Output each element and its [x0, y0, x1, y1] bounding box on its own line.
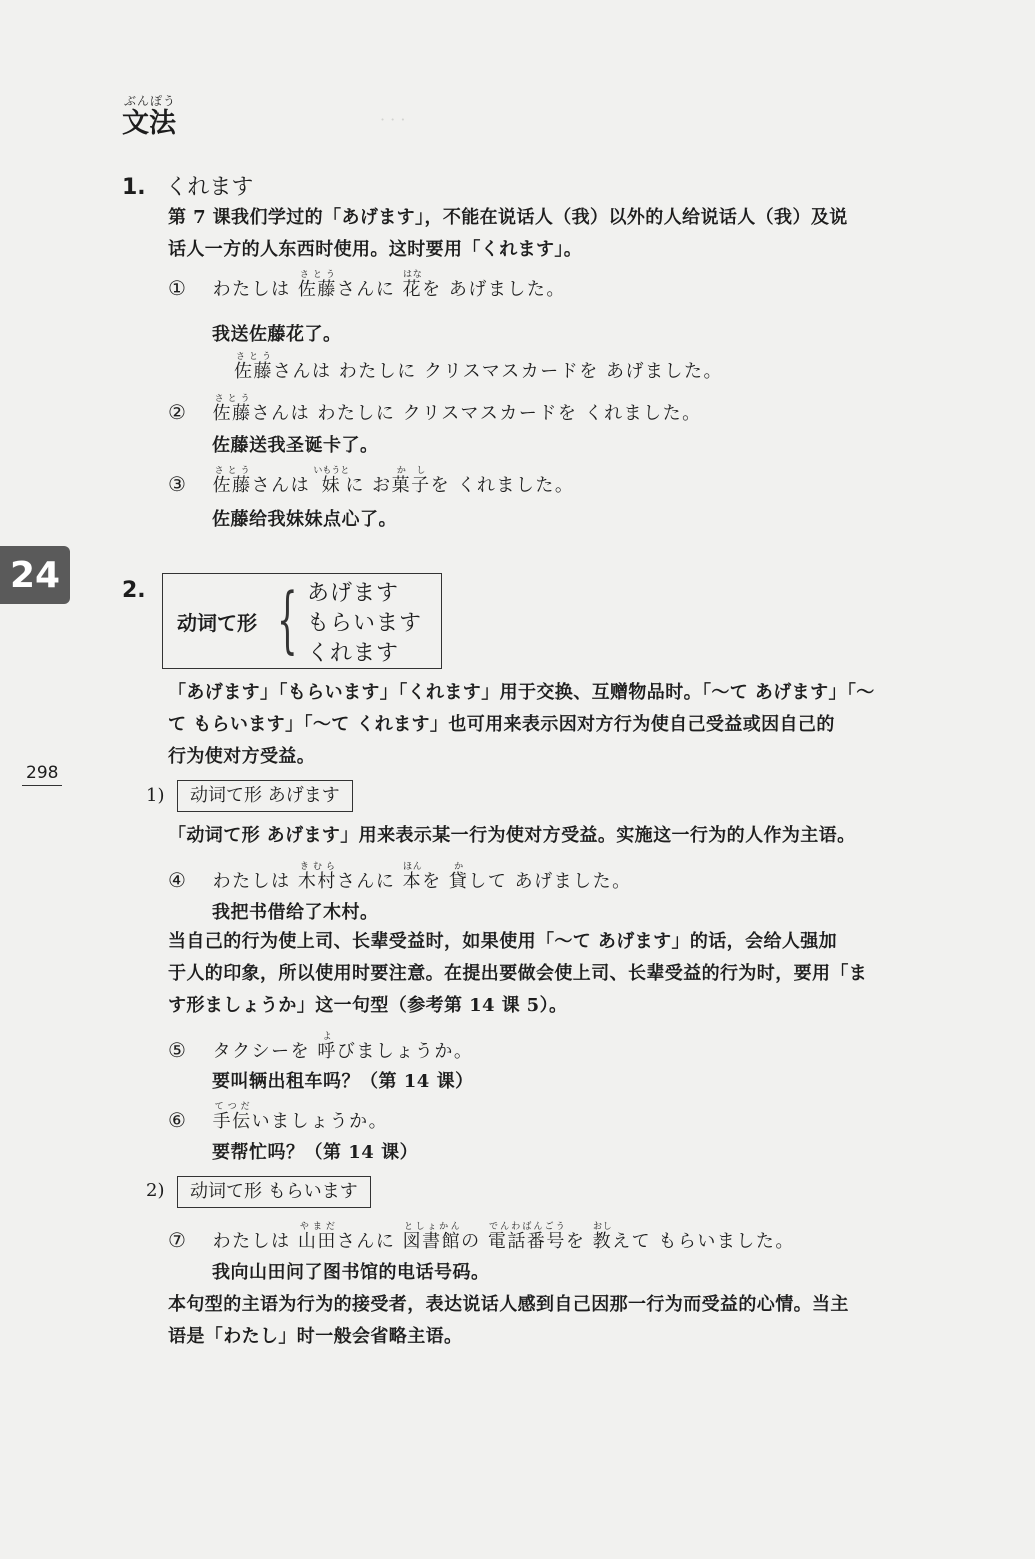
example-text: びましょうか。 [336, 1041, 474, 1062]
example-4-translation: 我把书借给了木村。 [212, 902, 379, 923]
ruby-word: 図書館としょかん [402, 1222, 462, 1252]
example-text: して あげました。 [468, 871, 632, 892]
example-1 [168, 270, 566, 301]
ruby-word: 妹いもうと [313, 466, 350, 496]
example-5-translation: 要叫辆出租车吗？（第 14 课） [212, 1071, 474, 1092]
pattern-option: くれます [307, 641, 400, 666]
ruby-word: 菓子かし [391, 466, 431, 496]
example-number: ⑦ [168, 1228, 188, 1252]
chapter-tab: 24 [0, 546, 70, 604]
closing-explanation [168, 1289, 849, 1353]
section2-description [168, 677, 875, 773]
ruby-word: 貸か [448, 862, 469, 892]
example-text: さんは [251, 475, 318, 496]
ruby-word: 佐藤さとう [234, 352, 273, 382]
ruby-word: 教おし [592, 1222, 613, 1252]
ruby-word: 呼よ [317, 1032, 337, 1062]
example-3-translation: 佐藤给我妹妹点心了。 [212, 509, 397, 530]
end-line: 语是「わたし」时一般会省略主语。 [168, 1326, 463, 1347]
subsection1-box: 动词て形 あげます [177, 780, 353, 812]
title-ruby: ぶんぽう [124, 94, 177, 108]
ruby-word: 佐藤さとう [212, 394, 252, 424]
example-3 [168, 466, 574, 497]
example-number: ⑥ [168, 1108, 188, 1132]
ruby-word: 佐藤さとう [212, 466, 252, 496]
example-text: さんは わたしに クリスマスカードを くれました。 [251, 403, 702, 424]
ruby-word: 本ほん [402, 862, 423, 892]
section1-number: 1. [122, 175, 146, 200]
example-number: ② [168, 400, 188, 424]
example-text: さんに [336, 279, 403, 300]
section1-intro [168, 202, 848, 266]
example-number: ⑤ [168, 1038, 188, 1062]
example-text: を あげました。 [422, 279, 566, 300]
example-text: の [461, 1231, 488, 1252]
example-text: さんに [336, 871, 403, 892]
desc-line: て もらいます」「～て くれます」也可用来表示因对方行为使自己受益或因自己的 [168, 714, 835, 735]
pattern-option: もらいます [307, 611, 423, 636]
pattern-label: 动词て形 [177, 611, 257, 635]
intro-line: 话人一方的人东西时使用。这时要用「くれます」。 [168, 239, 583, 260]
subsection2-number: 2) [146, 1180, 165, 1201]
pattern-option: あげます [307, 581, 400, 606]
page-number: 298 [22, 763, 62, 786]
section1-heading [122, 170, 253, 201]
section2-number: 2. [122, 578, 146, 603]
example-text: を くれました。 [430, 475, 575, 496]
example-text: タクシーを [212, 1041, 318, 1062]
example-text: えて もらいました。 [612, 1231, 795, 1252]
ruby-word: 電話番号でんわばんごう [487, 1222, 566, 1252]
example-1-extra [234, 352, 723, 383]
example-text: さんは わたしに クリスマスカードを あげました。 [273, 361, 723, 382]
end-line: 本句型的主语为行为的接受者，表达说话人感到自己因那一行为而受益的心情。当主 [168, 1294, 849, 1315]
desc-line: 行为使对方受益。 [168, 746, 316, 767]
grammar-title [122, 92, 322, 139]
example-text: さんに [336, 1231, 403, 1252]
usage-note [168, 926, 867, 1022]
example-4 [168, 862, 632, 893]
intro-line: 第 7 课我们学过的「あげます」，不能在说话人（我）以外的人给说话人（我）及说 [168, 207, 848, 228]
example-2 [168, 394, 702, 425]
ruby-word: 山田やまだ [297, 1222, 337, 1252]
brace-icon: { [277, 577, 298, 661]
subsection2-box: 动词て形 もらいます [177, 1176, 371, 1208]
example-6 [168, 1102, 388, 1133]
example-2-translation: 佐藤送我圣诞卡了。 [212, 435, 379, 456]
section1-title: くれます [165, 175, 254, 200]
subsection1-description: 「动词て形 あげます」用来表示某一行为使对方受益。实施这一行为的人作为主语。 [168, 825, 856, 846]
bleed-through-text: · · · [380, 110, 406, 129]
note-line: す形ましょうか」这一句型（参考第 14 课 5）。 [168, 995, 568, 1016]
example-number: ③ [168, 472, 188, 496]
title-text: 文法 [122, 108, 176, 139]
example-5 [168, 1032, 473, 1063]
ruby-word: 手伝てつだ [212, 1102, 252, 1132]
example-number: ① [168, 276, 188, 300]
example-7-translation: 我向山田问了图书馆的电话号码。 [212, 1262, 490, 1283]
example-text: を [422, 871, 449, 892]
example-text: いましょうか。 [251, 1111, 389, 1132]
example-text: に お [345, 475, 392, 496]
ruby-word: 佐藤さとう [297, 270, 337, 300]
pattern-box [162, 573, 442, 669]
note-line: 于人的印象，所以使用时要注意。在提出要做会使上司、长辈受益的行为时，要用「ま [168, 963, 868, 984]
note-line: 当自己的行为使上司、长辈受益时，如果使用「～て あげます」的话，会给人强加 [168, 931, 838, 952]
example-text: わたしは [212, 279, 298, 300]
example-number: ④ [168, 868, 188, 892]
example-text: を [565, 1231, 593, 1252]
example-1-translation: 我送佐藤花了。 [212, 324, 342, 345]
example-text: わたしは [212, 1231, 298, 1252]
desc-line: 「あげます」「もらいます」「くれます」用于交换、互赠物品时。「～て あげます」「～ [168, 682, 875, 703]
example-7 [168, 1222, 795, 1253]
example-text: わたしは [212, 871, 298, 892]
subsection1-number: 1) [146, 785, 165, 806]
ruby-word: 木村きむら [297, 862, 337, 892]
example-6-translation: 要帮忙吗？（第 14 课） [212, 1142, 419, 1163]
ruby-word: 花はな [402, 270, 423, 300]
